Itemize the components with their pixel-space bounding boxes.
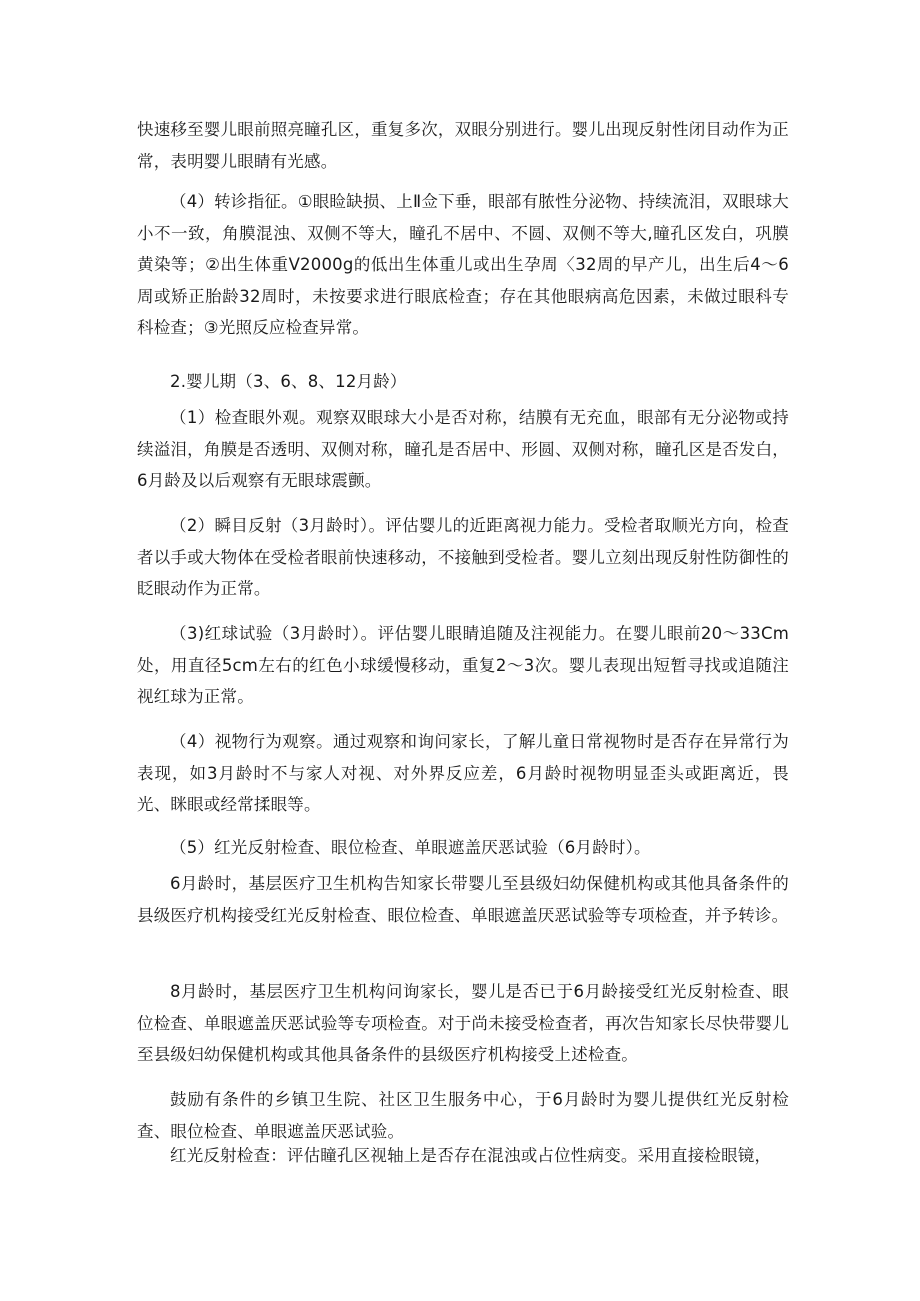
paragraph-visual-behavior-observation: （4）视物行为观察。通过观察和询问家长，了解儿童日常视物时是否存在异常行为表现，如3月龄时不与家人对视、对外界反应差，6月龄时视物明显歪头或距离近，畏光、眯眼或经常揉眼等。 xyxy=(137,732,789,814)
paragraph-six-month-referral: 6月龄时，基层医疗卫生机构告知家长带婴儿至县级妇幼保健机构或其他具备条件的县级医疗机构接受红光反射检查、眼位检查、单眼遮盖厌恶试验等专项检查，并予转诊。 xyxy=(137,874,789,925)
paragraph-blink-reflex: （2）瞬目反射（3月龄时）。评估婴儿的近距离视力能力。受检者取顺光方向，检查者以手或大物体在受检者眼前快速移动，不接触到受检者。婴儿立刻出现反射性防御性的眨眼动作为正常。 xyxy=(137,516,789,598)
paragraph-red-reflex-item: （5）红光反射检查、眼位检查、单眼遮盖厌恶试验（6月龄时）。 xyxy=(170,838,651,857)
paragraph-red-reflex-definition: 红光反射检查：评估瞳孔区视轴上是否存在混浊或占位性病变。采用直接检眼镜， xyxy=(170,1146,772,1165)
paragraph-red-ball-test: （3)红球试验（3月龄时）。评估婴儿眼睛追随及注视能力。在婴儿眼前20～33Cm处，用直径5cm左右的红色小球缓慢移动，重复2～3次。婴儿表现出短暂寻找或追随注视红球为正常。 xyxy=(137,624,789,706)
paragraph-referral-indications: （4）转诊指征。①眼睑缺损、上Ⅱ佥下垂，眼部有脓性分泌物、持续流泪，双眼球大小不一致，角膜混浊、双侧不等大，瞳孔不居中、不圆、双侧不等大,瞳孔区发白，巩膜黄染等；②出生体重V2000g的低出生体重儿或出生孕周〈32周的早产儿，出生后4～6周或矫正胎龄32周时，未按要求进行眼底检查；存在其他眼病高危因素，未做过眼科专科检查；③光照反应检查异常。 xyxy=(137,192,789,337)
paragraph-encourage-clinics: 鼓励有条件的乡镇卫生院、社区卫生服务中心，于6月龄时为婴儿提供红光反射检查、眼位检查、单眼遮盖厌恶试验。 xyxy=(137,1090,789,1141)
paragraph-light-response-continued: 快速移至婴儿眼前照亮瞳孔区，重复多次，双眼分别进行。婴儿出现反射性闭目动作为正常，表明婴儿眼睛有光感。 xyxy=(137,120,789,171)
paragraph-eight-month-followup: 8月龄时，基层医疗卫生机构问询家长，婴儿是否已于6月龄接受红光反射检查、眼位检查、单眼遮盖厌恶试验等专项检查。对于尚未接受检查者，再次告知家长尽快带婴儿至县级妇幼保健机构或其他具备条件的县级医疗机构接受上述检查。 xyxy=(137,982,789,1064)
section-heading-infancy: 2.婴儿期（3、6、8、12月龄） xyxy=(170,372,407,391)
paragraph-eye-appearance-check: （1）检查眼外观。观察双眼球大小是否对称，结膜有无充血，眼部有无分泌物或持续溢泪，角膜是否透明、双侧对称，瞳孔是否居中、形圆、双侧对称，瞳孔区是否发白，6月龄及以后观察有无眼球震颤。 xyxy=(137,408,789,490)
